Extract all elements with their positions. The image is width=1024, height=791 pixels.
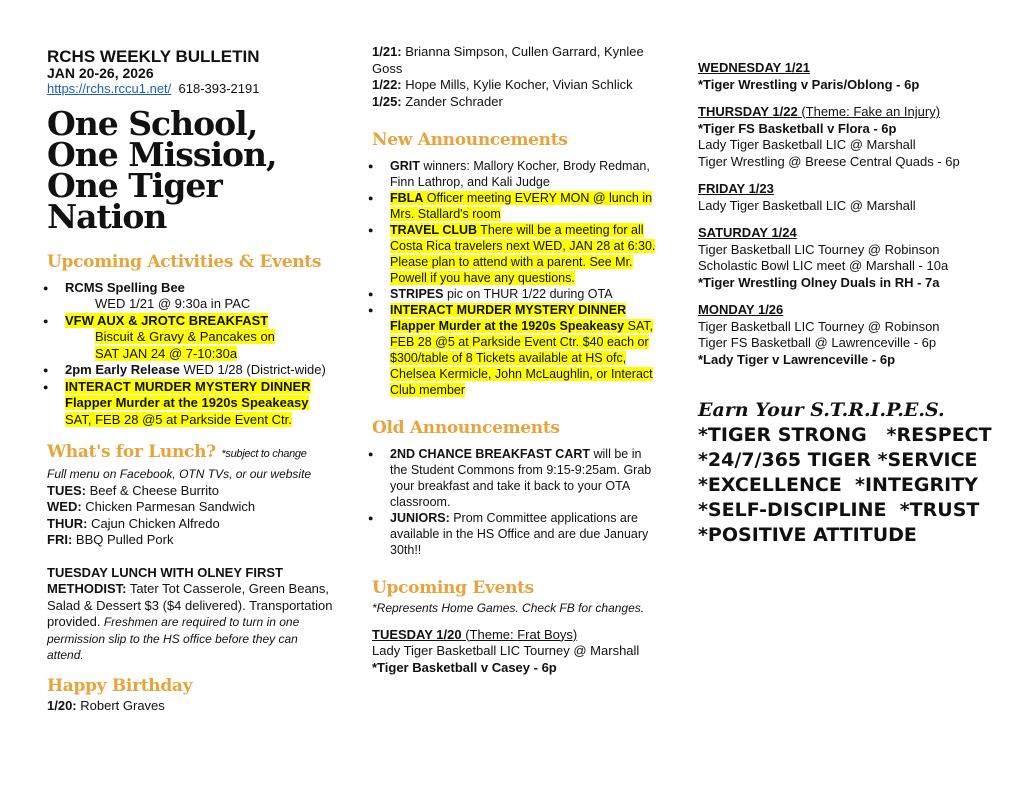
- stripes-value: *SELF-DISCIPLINE *TRUST: [698, 499, 980, 521]
- event-item: *Lady Tiger v Lawrenceville - 6p: [698, 351, 896, 367]
- slogan: [47, 103, 337, 236]
- event-day: THURSDAY 1/22 (Theme: Fake an Injury) *Tiger FS Basketball v Flora - 6p Lady Tiger Basketball LIC @ Marshall Tiger Wrestling @ Breese Central Quads - 6p: [698, 104, 988, 170]
- birthday-item: 1/20: Robert Graves: [47, 697, 165, 713]
- stripes-box: [698, 398, 992, 548]
- website-link[interactable]: https://rchs.rccu1.net/: [47, 81, 172, 96]
- event-item: Lady Tiger Basketball LIC @ Marshall: [698, 137, 916, 152]
- lunch-day: WED: Chicken Parmesan Sandwich: [47, 499, 256, 514]
- event-day: WEDNESDAY 1/21 *Tiger Wrestling v Paris/Oblong - 6p: [698, 60, 988, 93]
- lunch-menu: [47, 483, 337, 549]
- stripes-value: *EXCELLENCE *INTEGRITY: [698, 474, 978, 496]
- slogan-line: One Mission,: [47, 134, 277, 174]
- stripes-value: *24/7/365 TIGER *SERVICE: [698, 449, 978, 471]
- lunch-day: TUES: Beef & Cheese Burrito: [47, 482, 219, 498]
- event-day: SATURDAY 1/24 Tiger Basketball LIC Tourney @ Robinson Scholastic Bowl LIC meet @ Marshall - 10a *Tiger Wrestling Olney Duals in RH - 7a: [698, 225, 988, 291]
- event-item: *Tiger Wrestling v Paris/Oblong - 6p: [698, 76, 920, 92]
- lunch-heading: What's for Lunch? *subject to change: [47, 442, 307, 462]
- lunch-day: FRI: BBQ Pulled Pork: [47, 532, 174, 547]
- list-item: ● 2ND CHANCE BREAKFAST CART will be in the Student Commons from 9:15-9:25am. Grab your breakfast and take it back to your OTA classroom.: [372, 446, 657, 510]
- activities-heading: Upcoming Activities & Events: [47, 251, 322, 272]
- list-item: ● VFW AUX & JROTC BREAKFAST Biscuit & Gravy & Pancakes on SAT JAN 24 @ 7-10:30a: [47, 313, 337, 363]
- stripes-value: *TIGER STRONG *RESPECT: [698, 424, 992, 446]
- event-day: FRIDAY 1/23 Lady Tiger Basketball LIC @ Marshall: [698, 181, 988, 214]
- lunch-note: *subject to change: [221, 448, 307, 460]
- event-item: Tiger Basketball LIC Tourney @ Robinson: [698, 241, 940, 257]
- event-day: TUESDAY 1/20 (Theme: Frat Boys) Lady Tiger Basketball LIC Tourney @ Marshall *Tiger Basketball v Casey - 6p: [372, 627, 657, 677]
- events-note: *Represents Home Games. Check FB for changes.: [372, 601, 645, 615]
- old-announcements-heading: Old Announcements: [372, 418, 560, 438]
- list-item: ● FBLA Officer meeting EVERY MON @ lunch in Mrs. Stallard's room: [372, 190, 657, 222]
- event-day: MONDAY 1/26 Tiger Basketball LIC Tourney @ Robinson Tiger FS Basketball @ Lawrenceville - 6p *Lady Tiger v Lawrenceville - 6p: [698, 302, 988, 368]
- bulletin-title: RCHS WEEKLY BULLETIN: [47, 47, 260, 66]
- event-item: Tiger Basketball LIC Tourney @ Robinson: [698, 318, 940, 334]
- phone: 618-393-2191: [178, 81, 260, 96]
- menu-note: Full menu on Facebook, OTN TVs, or our website: [47, 467, 312, 481]
- event-item: Lady Tiger Basketball LIC Tourney @ Marshall: [372, 643, 640, 658]
- events-list-continued: [698, 60, 988, 368]
- slogan-line: One School,: [47, 103, 258, 143]
- new-announcements-heading: New Announcements: [372, 130, 568, 150]
- birthday-item: 1/22: Hope Mills, Kylie Kocher, Vivian Schlick: [372, 77, 633, 92]
- new-announcements-list: [372, 158, 657, 398]
- event-item: *Tiger Wrestling Olney Duals in RH - 7a: [698, 274, 940, 290]
- column-middle: [372, 44, 657, 687]
- list-item: ● INTERACT MURDER MYSTERY DINNER Flapper Murder at the 1920s Speakeasy SAT, FEB 28 @5 at Parkside Event Ctr. $40 each or $300/table of 8 Tickets available at HS ofc, Chelsea Kermicle, John McLaughlin, or Interact Club member: [372, 302, 657, 398]
- old-announcements-list: [372, 446, 657, 558]
- event-item: Lady Tiger Basketball LIC @ Marshall: [698, 197, 916, 213]
- activities-list: [47, 280, 337, 429]
- event-item: *Tiger Basketball v Casey - 6p: [372, 659, 557, 675]
- slogan-line: One Tiger Nation: [47, 165, 222, 236]
- birthday-list: [372, 44, 657, 110]
- stripes-value: *POSITIVE ATTITUDE: [698, 524, 917, 546]
- event-item: *Tiger FS Basketball v Flora - 6p: [698, 120, 897, 136]
- event-item: Scholastic Bowl LIC meet @ Marshall - 10a: [698, 258, 949, 273]
- bulletin-dates: JAN 20-26, 2026: [47, 65, 154, 81]
- upcoming-events-heading: Upcoming Events: [372, 578, 534, 598]
- list-item: ● INTERACT MURDER MYSTERY DINNER Flapper Murder at the 1920s Speakeasy SAT, FEB 28 @5 at Parkside Event Ctr.: [47, 379, 337, 429]
- event-item: Tiger Wrestling @ Breese Central Quads - 6p: [698, 153, 960, 169]
- lunch-day: THUR: Cajun Chicken Alfredo: [47, 515, 220, 531]
- event-item: Tiger FS Basketball @ Lawrenceville - 6p: [698, 335, 937, 350]
- events-list: [372, 627, 657, 677]
- list-item: ● TRAVEL CLUB There will be a meeting for all Costa Rica travelers next WED, JAN 28 at 6:30. Please plan to attend with a parent. See Mr. Powell if you have any questions.: [372, 222, 657, 286]
- column-left: [47, 48, 337, 714]
- list-item: ● GRIT winners: Mallory Kocher, Brody Redman, Finn Lathrop, and Kali Judge: [372, 158, 657, 190]
- list-item: ● STRIPES pic on THUR 1/22 during OTA: [372, 286, 657, 302]
- special-lunch: TUESDAY LUNCH WITH OLNEY FIRST METHODIST: Tater Tot Casserole, Green Beans, Salad & Dessert $3 ($4 delivered). Transportation provided. Freshmen are required to turn in one permission slip to the HS office before they can attend.: [47, 564, 333, 662]
- column-right: [698, 60, 992, 548]
- stripes-title: Earn Your S.T.R.I.P.E.S.: [698, 399, 945, 421]
- list-item: ● 2pm Early Release WED 1/28 (District-wide): [47, 362, 337, 379]
- list-item: ● JUNIORS: Prom Committee applications are available in the HS Office and are due January 30th!!: [372, 510, 657, 558]
- birthday-heading: Happy Birthday: [47, 675, 193, 696]
- list-item: ● RCMS Spelling Bee WED 1/21 @ 9:30a in PAC: [47, 280, 337, 313]
- birthday-item: 1/25: Zander Schrader: [372, 93, 503, 109]
- birthday-item: 1/21: Brianna Simpson, Cullen Garrard, Kynlee Goss: [372, 44, 644, 76]
